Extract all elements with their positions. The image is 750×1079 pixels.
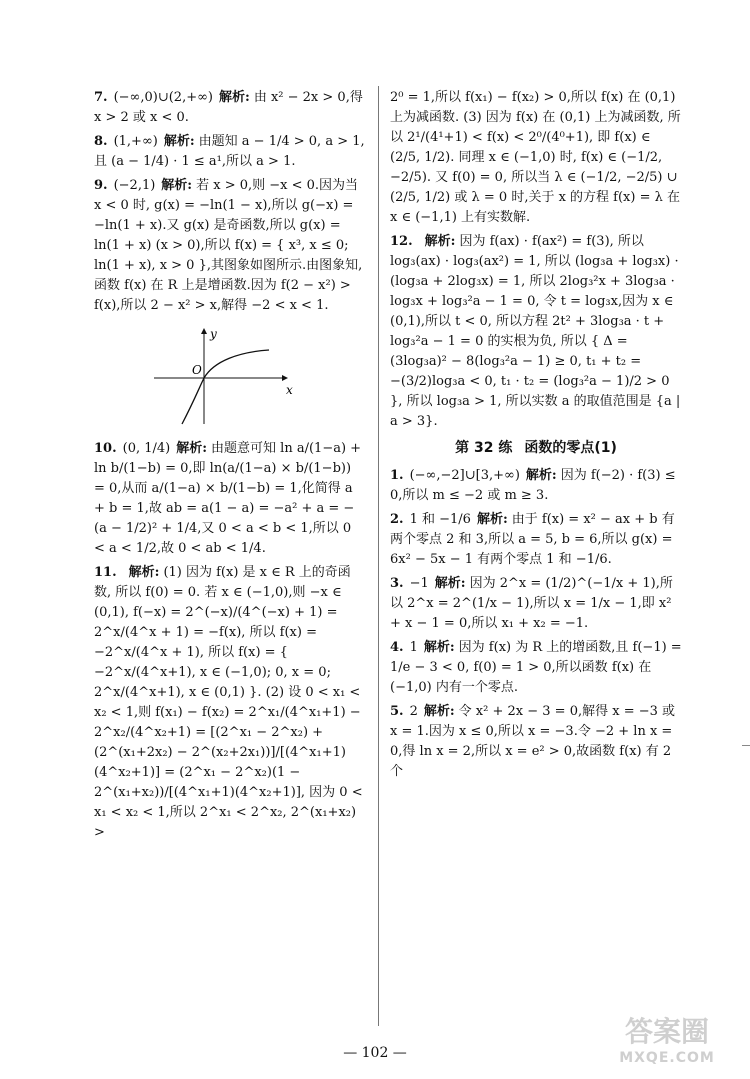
- y-axis-arrow: [201, 328, 207, 334]
- item-number: 3.: [390, 576, 404, 591]
- item-number: 8.: [94, 134, 108, 149]
- item-answer: 1 和 −1/6: [409, 512, 471, 527]
- function-curve: [182, 350, 269, 424]
- jiexi-label: 解析:: [434, 576, 466, 591]
- answer-item: [94, 88, 366, 128]
- item-number: 7.: [94, 90, 108, 105]
- item-answer: (−∞,0)∪(2,+∞): [113, 90, 214, 105]
- item-text: 由 x² − 2x > 0,得 x > 2 或 x < 0.: [94, 90, 363, 125]
- origin-label: O: [192, 363, 202, 377]
- answer-item: [94, 176, 366, 316]
- jiexi-label: 解析:: [423, 704, 455, 719]
- item-text: 若 x > 0,则 −x < 0.因为当 x < 0 时, g(x) = −ln(1 − x),所以 g(−x) = −ln(1 + x).又 g(x) 是奇函数,所以 g(x) = ln(1 + x) (x > 0),所以 f(x) = { x³, x ≤ 0; ln(1 + x), x > 0 },其图象如图所示.由图象知,函数 f(x) 在 R 上是增函数.因为 f(2 − x²) > f(x),所以 2 − x² > x,解得 −2 < x < 1.: [94, 178, 363, 313]
- item-answer: 1: [409, 640, 418, 655]
- left-column: [94, 88, 366, 847]
- jiexi-label: 解析:: [424, 234, 456, 249]
- item-answer: (0, 1/4): [122, 441, 171, 456]
- jiexi-label: 解析:: [163, 134, 195, 149]
- item-number: 4.: [390, 640, 404, 655]
- jiexi-label: 解析:: [476, 512, 508, 527]
- jiexi-label: 解析:: [161, 178, 193, 193]
- right-column: [390, 88, 682, 786]
- x-axis-arrow: [282, 375, 288, 381]
- answer-item: [390, 702, 682, 782]
- item-number: 10.: [94, 441, 117, 456]
- item-text: 因为 f(−2) · f(3) ≤ 0,所以 m ≤ −2 或 m ≥ 3.: [390, 468, 676, 503]
- item-number: 9.: [94, 178, 108, 193]
- answer-item: [390, 232, 682, 432]
- item-text: 由题意可知 ln a/(1−a) + ln b/(1−b) = 0,即 ln(a/(1−a) × b/(1−b)) = 0,从而 a/(1−a) × b/(1−b) = 1,化简得 a + b = 1,故 ab = a(1 − a) = −a² + a = −(a − 1/2)² + 1/4,又 0 < a < b < 1,所以 0 < a < 1/2,故 0 < ab < 1/4.: [94, 441, 362, 556]
- answer-item: [390, 638, 682, 698]
- y-axis-label: y: [210, 327, 217, 341]
- watermark-logo: [592, 1010, 742, 1066]
- answer-item: [390, 574, 682, 634]
- jiexi-label: 解析:: [128, 565, 160, 580]
- x-axis-label: x: [286, 383, 293, 397]
- jiexi-label: 解析:: [423, 640, 455, 655]
- item-text: 由于 f(x) = x² − ax + b 有两个零点 2 和 3,所以 a = 5, b = 6,所以 g(x) = 6x² − 5x − 1 有两个零点 1 和 −1/6.: [390, 512, 675, 567]
- item-text: 因为 f(x) 为 R 上的增函数,且 f(−1) = 1/e − 3 < 0, f(0) = 1 > 0,所以函数 f(x) 在 (−1,0) 内有一个零点.: [390, 640, 682, 695]
- item-text: 因为 2^x = (1/2)^(−1/x + 1),所以 2^x = 2^(1/x − 1),所以 x = 1/x − 1,即 x² + x − 1 = 0,所以 x₁ + x₂ = −1.: [390, 576, 673, 631]
- item-number: 11.: [94, 565, 117, 580]
- answer-item: [390, 510, 682, 570]
- function-graph: [154, 326, 294, 426]
- answer-item: [94, 439, 366, 559]
- item-answer: (−2,1): [113, 178, 156, 193]
- item-answer: (1,+∞): [113, 134, 158, 149]
- continued-text: 2⁰ = 1,所以 f(x₁) − f(x₂) > 0,所以 f(x) 在 (0,1) 上为减函数. (3) 因为 f(x) 在 (0,1) 上为减函数, 所以 2¹/(4¹+1) < f(x) < 2⁰/(4⁰+1), 即 f(x) ∈ (2/5, 1/2). 同理 x ∈ (−1,0) 时, f(x) ∈ (−1/2, −2/5). 又 f(0) = 0, 所以当 λ ∈ (−1/2, −2/5) ∪ (2/5, 1/2) 或 λ = 0 时,关于 x 的方程 f(x) = λ 在 x ∈ (−1,1) 上有实数解.: [390, 90, 681, 225]
- item-answer: −1: [409, 576, 429, 591]
- item-text: 因为 f(ax) · f(ax²) = f(3), 所以 log₃(ax) · log₃(ax²) = 1, 所以 (log₃a + log₃x) · (log₃a + 2log₃x) = 1, 所以 2log₃²x + 3log₃a · log₃x + log₃²a − 1 = 0, 令 t = log₃x,因为 x ∈ (0,1),所以 t < 0, 所以方程 2t² + 3log₃a · t + log₃²a − 1 = 0 的实根为负, 所以 { Δ = (3log₃a)² − 8(log₃²a − 1) ≥ 0, t₁ + t₂ = −(3/2)log₃a < 0, t₁ · t₂ = (log₃²a − 1)/2 > 0 }, 所以 log₃a > 1, 所以实数 a 的取值范围是 {a | a > 3}.: [390, 234, 681, 429]
- item-answer: 2: [409, 704, 418, 719]
- jiexi-label: 解析:: [219, 90, 250, 105]
- item-number: 1.: [390, 468, 404, 483]
- item-answer: (−∞,−2]∪[3,+∞): [409, 468, 520, 483]
- item-text: (1) 因为 f(x) 是 x ∈ R 上的奇函数, 所以 f(0) = 0. 若 x ∈ (−1,0),则 −x ∈ (0,1), f(−x) = 2^(−x)/(4^(−x) + 1) = 2^x/(4^x + 1) = −f(x), 所以 f(x) = −2^x/(4^x + 1), 所以 f(x) = { −2^x/(4^x+1), x ∈ (−1,0); 0, x = 0; 2^x/(4^x+1), x ∈ (0,1) }. (2) 设 0 < x₁ < x₂ < 1,则 f(x₁) − f(x₂) = 2^x₁/(4^x₁+1) − 2^x₂/(4^x₂+1) = [(2^x₁ − 2^x₂) + (2^(x₁+2x₂) − 2^(x₂+2x₁))]/[(4^x₁+1)(4^x₂+1)] = (2^x₁ − 2^x₂)(1 − 2^(x₁+x₂))/[(4^x₁+1)(4^x₂+1)], 因为 0 < x₁ < x₂ < 1,所以 2^x₁ < 2^x₂, 2^(x₁+x₂) >: [94, 565, 363, 840]
- margin-tick: [742, 745, 750, 746]
- answer-item: [94, 132, 366, 172]
- watermark-line1: 答案圈: [624, 1015, 709, 1048]
- item-text: 令 x² + 2x − 3 = 0,解得 x = −3 或 x = 1.因为 x ≤ 0,所以 x = −3.令 −2 + ln x = 0,得 ln x = 2,所以 x = e² > 0,故函数 f(x) 有 2 个: [390, 704, 676, 779]
- answer-item: [390, 466, 682, 506]
- item-number: 2.: [390, 512, 404, 527]
- section-heading: [390, 438, 682, 458]
- answer-item: [94, 563, 366, 843]
- column-divider: [378, 86, 379, 1026]
- item-number: 5.: [390, 704, 404, 719]
- jiexi-label: 解析:: [176, 441, 208, 456]
- jiexi-label: 解析:: [525, 468, 557, 483]
- watermark-line2: MXQE.COM: [619, 1050, 715, 1066]
- item-number: 12.: [390, 234, 413, 249]
- item-text: 由题知 a − 1/4 > 0, a > 1,且 (a − 1/4) · 1 ≤ a¹,所以 a > 1.: [94, 134, 365, 169]
- section-lesson: 第 32 练: [455, 440, 513, 456]
- section-title: 函数的零点(1): [524, 440, 617, 456]
- page-number: — 102 —: [343, 1045, 407, 1061]
